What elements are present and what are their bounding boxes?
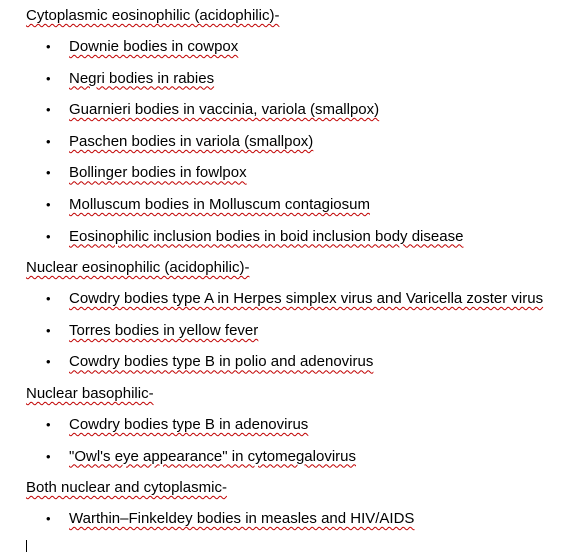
section-heading: Both nuclear and cytoplasmic- [26, 479, 227, 497]
bullet-icon: • [46, 322, 51, 338]
bullet-icon: • [46, 354, 51, 370]
section-nuclear-basophilic [0, 378, 573, 472]
bullet-icon: • [46, 416, 51, 432]
section-heading: Cytoplasmic eosinophilic (acidophilic)- [26, 7, 280, 24]
list-item: • Eosinophilic inclusion bodies in boid inclusion body disease [0, 221, 573, 253]
section-heading: Nuclear basophilic- [26, 384, 154, 402]
bullet-icon: • [46, 102, 51, 118]
list-item: • Guarnieri bodies in vaccinia, variola (smallpox) [0, 94, 573, 126]
bullet-icon: • [46, 291, 51, 307]
bullet-icon: • [46, 511, 51, 527]
section-heading: Nuclear eosinophilic (acidophilic)- [26, 259, 250, 277]
list-item: • Downie bodies in cowpox [0, 31, 573, 63]
bullet-icon: • [46, 70, 51, 86]
list-item: • Molluscum bodies in Molluscum contagiosum [0, 189, 573, 221]
list-item: • Paschen bodies in variola (smallpox) [0, 126, 573, 158]
section-nuclear-and-cytoplasmic [0, 472, 573, 535]
section-nuclear-eosinophilic [0, 252, 573, 378]
bullet-icon: • [46, 228, 51, 244]
text-cursor [26, 540, 27, 552]
bullet-icon: • [46, 196, 51, 212]
list-item: • Cowdry bodies type B in polio and adenovirus [0, 346, 573, 378]
bullet-icon: • [46, 39, 51, 54]
bullet-icon: • [46, 165, 51, 181]
bullet-icon: • [46, 133, 51, 149]
list-item: • "Owl's eye appearance" in cytomegalovirus [0, 441, 573, 473]
list-item: • Warthin–Finkeldey bodies in measles and HIV/AIDS [0, 503, 573, 535]
section-cytoplasmic-eosinophilic [0, 0, 573, 252]
list-item: • Cowdry bodies type A in Herpes simplex virus and Varicella zoster virus [0, 283, 573, 315]
bullet-icon: • [46, 448, 51, 464]
list-item: • Cowdry bodies type B in adenovirus [0, 409, 573, 441]
list-item: • Torres bodies in yellow fever [0, 315, 573, 347]
list-item: • Bollinger bodies in fowlpox [0, 157, 573, 189]
list-item: • Negri bodies in rabies [0, 63, 573, 95]
